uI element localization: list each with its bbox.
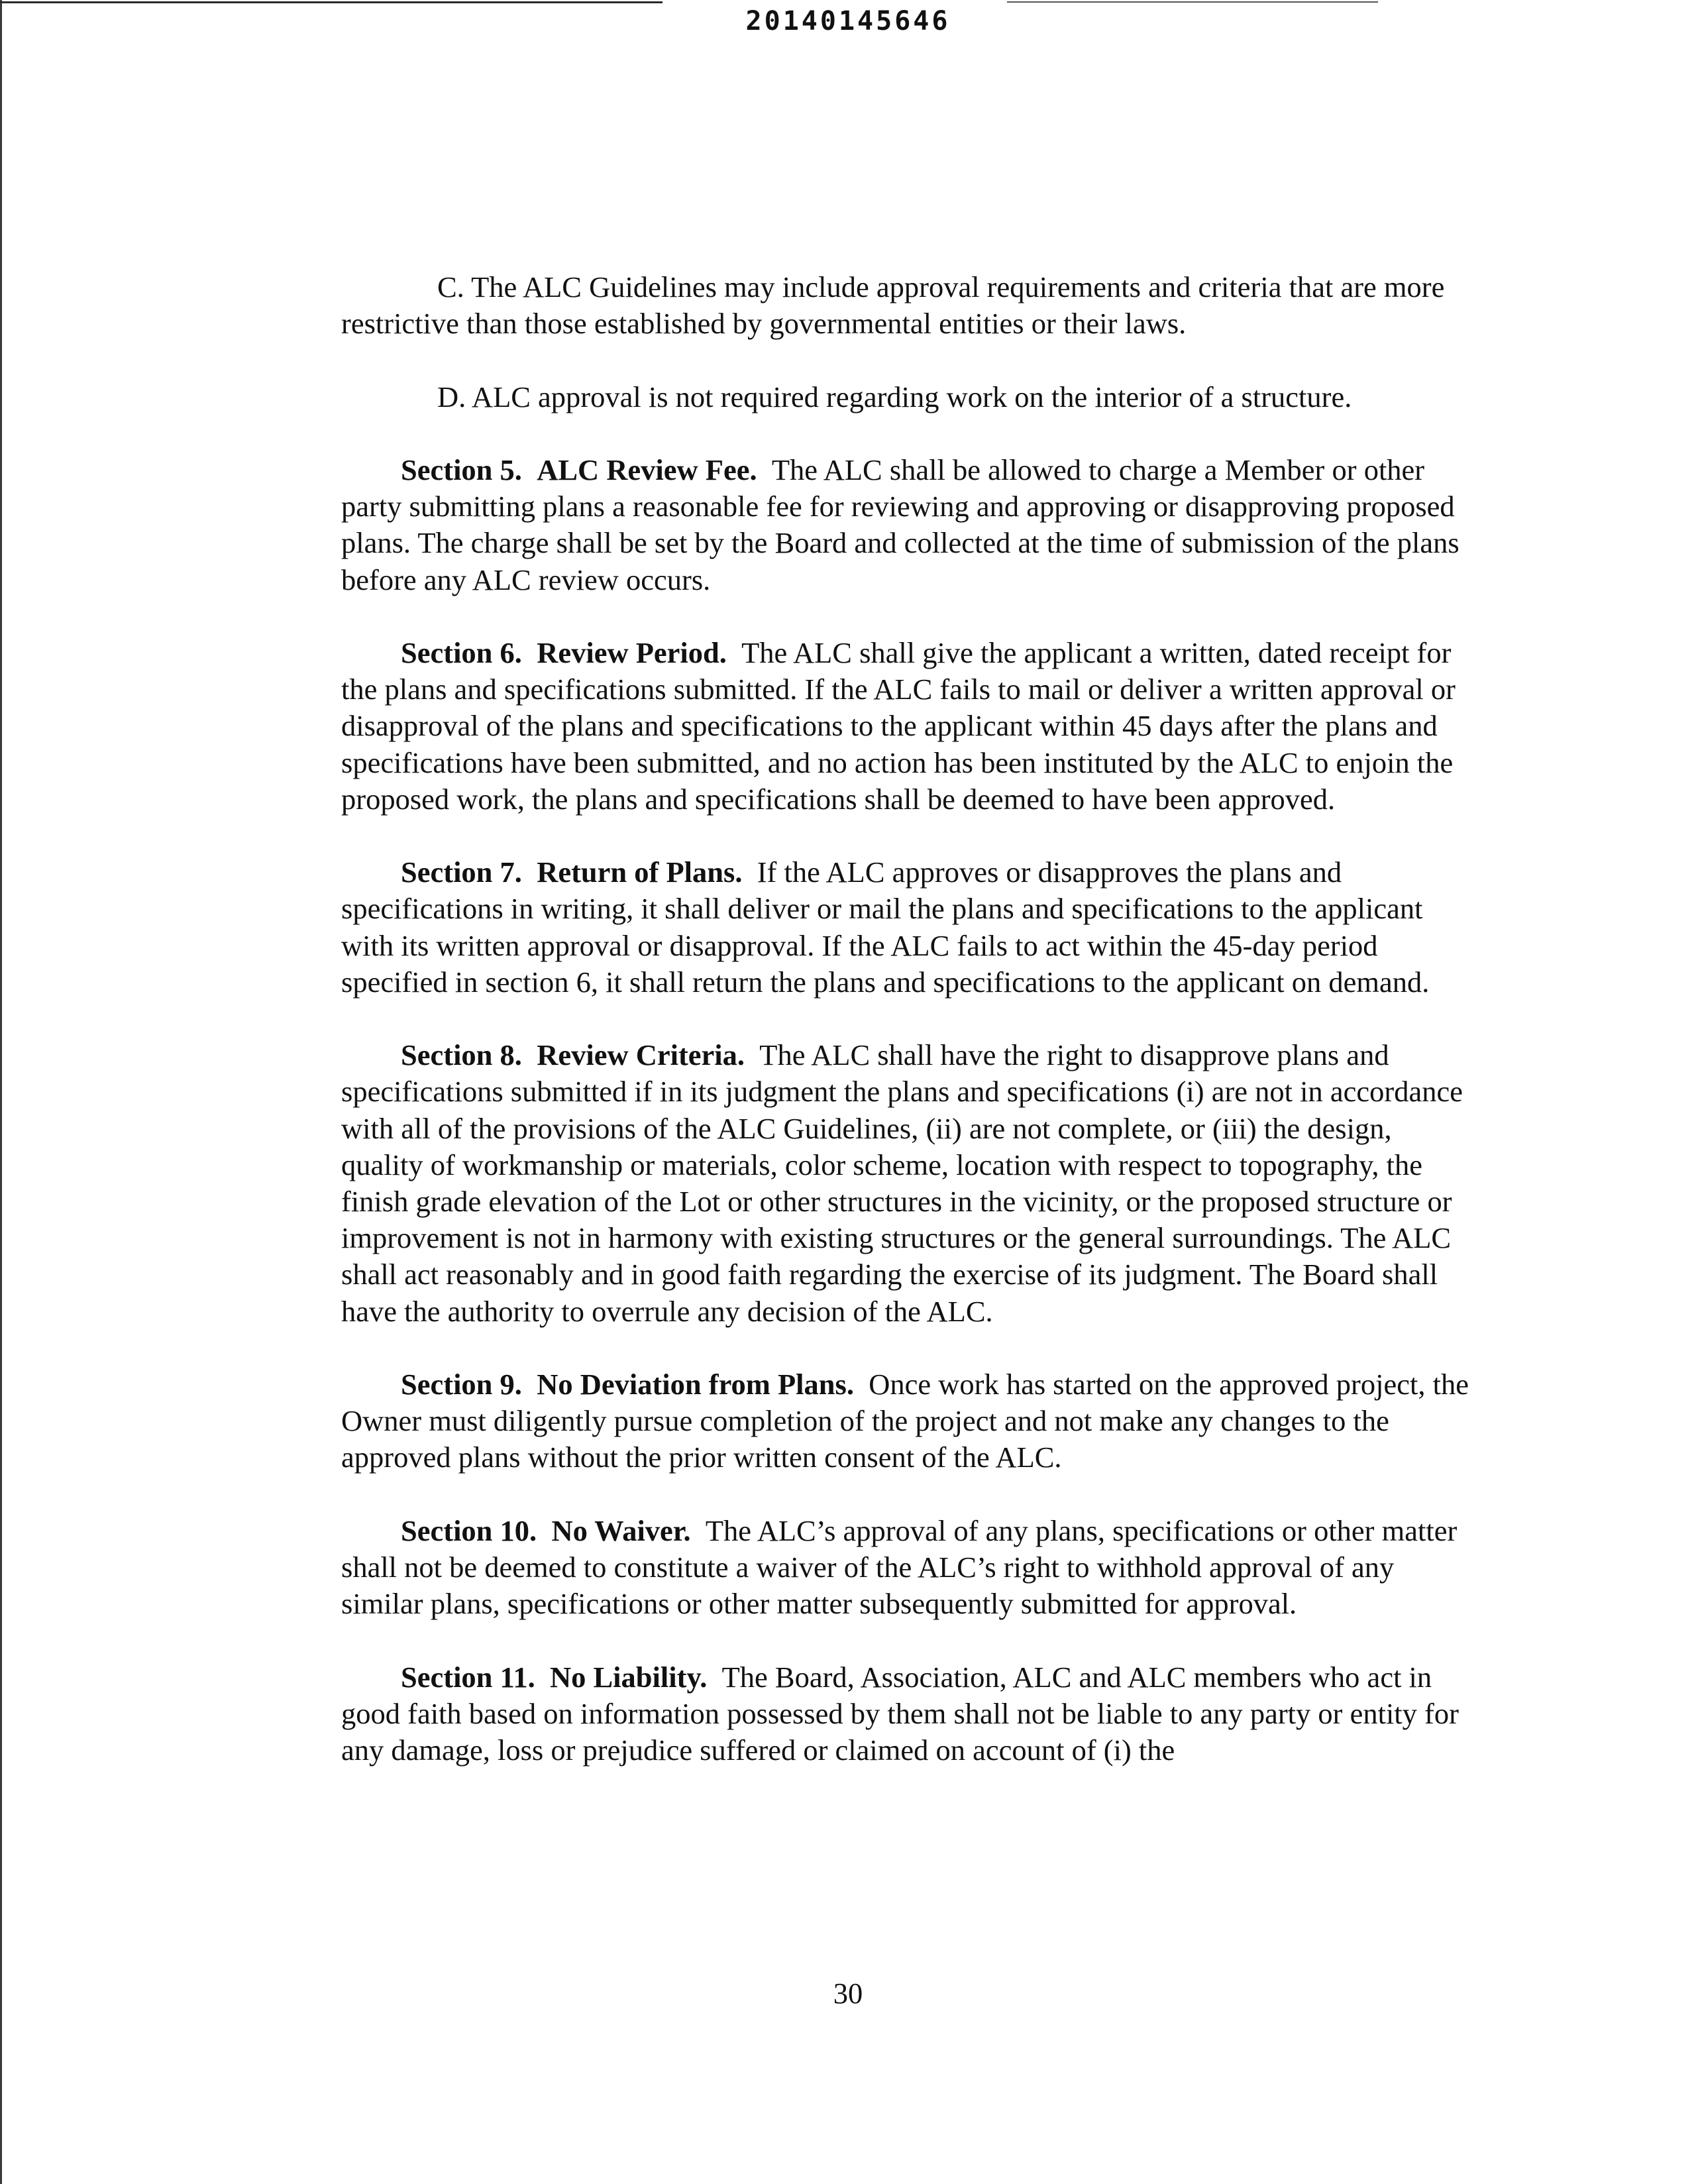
paragraph-text: C. The ALC Guidelines may include approval requirements and criteria that are more restrictive than those established by governmental entities or their laws.: [341, 270, 1445, 341]
section-8: [341, 1037, 1474, 1330]
section-7: [341, 854, 1474, 1001]
paragraph-d: [341, 379, 1474, 415]
section-label: Section 5.: [401, 453, 522, 486]
section-9: [341, 1366, 1474, 1476]
section-title: No Waiver.: [551, 1513, 691, 1547]
section-label: Section 11.: [401, 1660, 535, 1694]
section-label: Section 9.: [401, 1368, 522, 1401]
section-title: ALC Review Fee.: [537, 453, 757, 486]
section-title: No Deviation from Plans.: [537, 1368, 854, 1401]
section-text: Once work has started on the approved project, the Owner must diligently pursue completion of the project and not make any changes to the approved plans without the prior written consent of the ALC.: [341, 1368, 1469, 1474]
section-label: Section 8.: [401, 1038, 522, 1072]
scan-edge-left: [0, 0, 2, 2184]
section-5: [341, 452, 1474, 598]
document-body: [341, 269, 1474, 1805]
page-number: 30: [833, 1977, 863, 2010]
section-10: [341, 1513, 1474, 1623]
section-6: [341, 635, 1474, 818]
section-label: Section 10.: [401, 1513, 537, 1547]
paragraph-text: D. ALC approval is not required regarding work on the interior of a structure.: [437, 380, 1352, 413]
document-number: 20140145646: [745, 6, 951, 36]
section-label: Section 7.: [401, 855, 522, 889]
section-title: Return of Plans.: [537, 855, 743, 889]
section-title: No Liability.: [549, 1660, 708, 1694]
section-title: Review Period.: [537, 635, 727, 669]
paragraph-c: [341, 269, 1474, 342]
section-title: Review Criteria.: [537, 1038, 745, 1072]
section-11: [341, 1659, 1474, 1769]
section-label: Section 6.: [401, 635, 522, 669]
section-text: The ALC shall have the right to disapprove plans and specifications submitted if in its judgment the plans and specifications (i) are not in accordance with all of the provisions of the ALC Guidelines, (ii) are not complete, or (iii) the design, quality of workmanship or materials, color scheme, location with respect to topography, the finish grade elevation of the Lot or other structures in the vicinity, or the proposed structure or improvement is not in harmony with existing structures or the general surroundings. The ALC shall act reasonably and in good faith regarding the exercise of its judgment. The Board shall have the authority to overrule any decision of the ALC.: [341, 1038, 1463, 1328]
section-text: The ALC shall be allowed to charge a Member or other party submitting plans a reasonable fee for reviewing and approving or disapproving proposed plans. The charge shall be set by the Board and collected at the time of submission of the plans before any ALC review occurs.: [341, 453, 1459, 596]
section-text: The ALC’s approval of any plans, specifications or other matter shall not be deemed to constitute a waiver of the ALC’s right to withhold approval of any similar plans, specifications or other matter subsequently submitted for approval.: [341, 1513, 1458, 1621]
section-text: The Board, Association, ALC and ALC members who act in good faith based on information possessed by them shall not be liable to any party or entity for any damage, loss or prejudice suffered or claimed on account of (i) the: [341, 1660, 1459, 1767]
section-text: The ALC shall give the applicant a written, dated receipt for the plans and specifications submitted. If the ALC fails to mail or deliver a written approval or disapproval of the plans and specifications to the applicant within 45 days after the plans and specifications have been submitted, and no action has been instituted by the ALC to enjoin the proposed work, the plans and specifications shall be deemed to have been approved.: [341, 635, 1456, 816]
section-text: If the ALC approves or disapproves the plans and specifications in writing, it shall deliver or mail the plans and specifications to the applicant with its written approval or disapproval. If the ALC fails to act within the 45-day period specified in section 6, it shall return the plans and specifications to the applicant on demand.: [341, 855, 1430, 999]
